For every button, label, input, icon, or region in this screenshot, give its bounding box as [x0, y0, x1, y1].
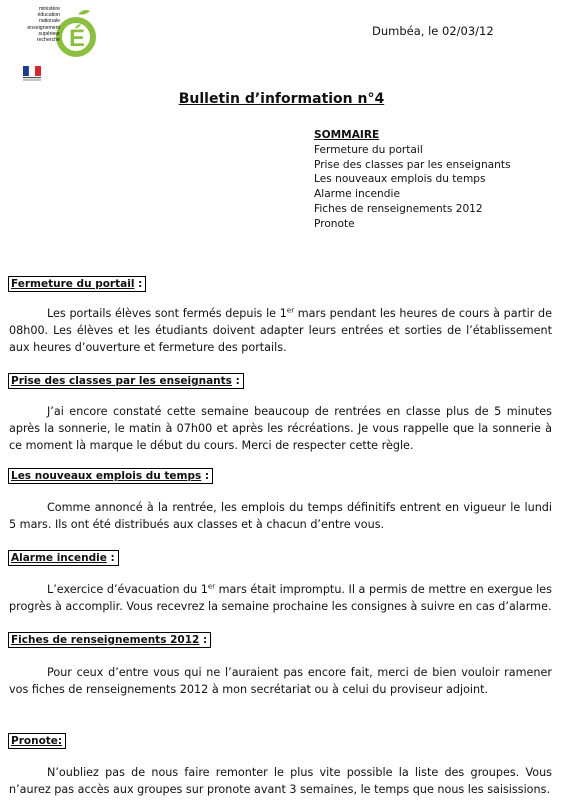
section-body-portail: [9, 306, 552, 356]
ministry-line: éducation: [37, 12, 60, 19]
section-heading-classes: [8, 373, 244, 389]
section-heading-fiches: [8, 632, 211, 648]
body-text: Les portails élèves sont fermés depuis le 1: [47, 307, 287, 320]
ministry-line: recherche: [36, 37, 60, 44]
summary-item: Prise des classes par les enseignants: [314, 158, 511, 171]
summary-block: [314, 128, 511, 232]
section-heading-text: Fermeture du portail: [11, 278, 135, 290]
section-heading-pronote: [8, 733, 66, 749]
section-heading-suffix: :: [199, 634, 208, 646]
section-heading-portail: [8, 276, 146, 292]
ministry-line: supérieur: [38, 30, 60, 37]
summary-item: Fiches de renseignements 2012: [314, 202, 483, 215]
summary-heading: SOMMAIRE: [314, 129, 380, 141]
section-body-emplois: Comme annoncé à la rentrée, les emplois du temps définitifs entrent en vigueur le lundi 5 mars. Ils ont été distribués aux classes et à chacun d’entre vous.: [9, 501, 552, 531]
section-heading-emplois: [8, 468, 213, 484]
section-body-classes: J’ai encore constaté cette semaine beaucoup de rentrées en classe plus de 5 minutes après la sonnerie, le matin à 07h00 et après les récréations. Je vous rappelle que la sonnerie à ce moment là marque le début du cours. Merci de respecter cette règle.: [9, 405, 552, 452]
body-text: mars était impromptu. Il a permis de mettre en exergue les progrès à accomplir. Vous recevrez la semaine prochaine les consignes à suivre en cas d’alarme.: [9, 583, 552, 613]
section-body-alarme: [9, 582, 552, 616]
summary-item: Les nouveaux emplois du temps: [314, 173, 486, 186]
summary-item: Pronote: [314, 217, 355, 230]
section-heading-text: Alarme incendie: [11, 552, 107, 564]
superscript: er: [286, 306, 295, 315]
document-title: Bulletin d’information n°4: [178, 91, 385, 107]
summary-item: Alarme incendie: [314, 188, 400, 201]
section-heading-suffix: :: [231, 375, 240, 387]
body-text: mars pendant les heures de cours à partir de 08h00. Les élèves et les étudiants doivent adapter leurs entrées et sorties de l’établissement aux heures d’ouverture et fermeture des portails.: [9, 307, 552, 354]
section-body-fiches: Pour ceux d’entre vous qui ne l’auraient pas encore fait, merci de bien vouloir ramener vos fiches de renseignements 2012 à mon secrétariat ou à celui du proviseur adjoint.: [9, 666, 552, 696]
body-text: L’exercice d’évacuation du 1: [47, 583, 208, 596]
ministry-line: nationale: [38, 18, 60, 25]
summary-item: Fermeture du portail: [314, 143, 423, 156]
section-heading-suffix: :: [106, 552, 115, 564]
section-heading-alarme: [8, 550, 119, 566]
section-heading-text: Fiches de renseignements 2012: [11, 634, 200, 646]
section-heading-text: Prise des classes par les enseignants: [11, 375, 232, 387]
section-heading-suffix: :: [134, 278, 143, 290]
section-heading-suffix: :: [201, 470, 210, 482]
superscript: er: [207, 582, 216, 591]
section-heading-text: Pronote:: [11, 735, 63, 747]
document-date: Dumbéa, le 02/03/12: [372, 24, 494, 38]
section-heading-text: Les nouveaux emplois du temps: [11, 470, 202, 482]
logo-letter: É: [69, 25, 86, 52]
ministry-name: [10, 6, 60, 43]
ministry-line: ministère: [38, 6, 60, 12]
section-body-pronote: N’oubliez pas de nous faire remonter le plus vite possible la liste des groupes. Vous n’aurez pas accès aux groupes sur pronote avant 3 semaines, le temps que nous les saisissions.: [9, 766, 552, 796]
ministry-line: enseignement: [27, 24, 60, 31]
